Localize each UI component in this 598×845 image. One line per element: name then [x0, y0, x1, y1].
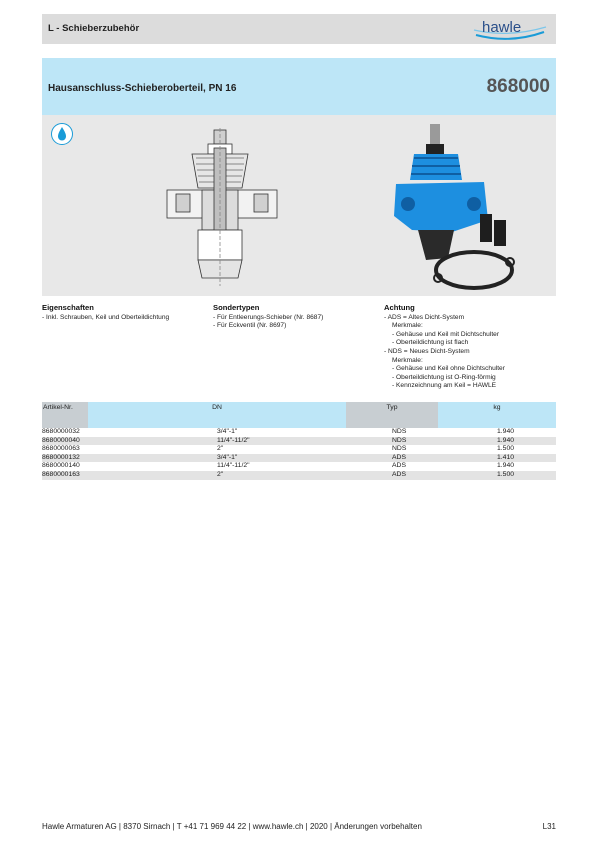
eigenschaften-column [42, 304, 169, 322]
achtung-line: Merkmale: [392, 322, 423, 330]
achtung-line: - Oberteildichtung ist flach [392, 339, 469, 347]
header-kg: kg [493, 404, 501, 411]
achtung-line: - ADS = Altes Dicht-System [384, 313, 465, 321]
page-number: L31 [542, 822, 556, 831]
logo-text: hawle [482, 19, 522, 36]
sondertypen-column [213, 304, 323, 331]
sondertypen-line: - Für Entleerungs-Schieber (Nr. 8687) [213, 313, 324, 321]
achtung-line: - Gehäuse und Keil mit Dichtschulter [392, 330, 500, 338]
header-typ: Typ [386, 404, 398, 411]
achtung-line: - Oberteildichtung ist O-Ring-förmig [392, 373, 496, 381]
product-photo [392, 120, 522, 295]
page-header [42, 14, 556, 44]
sondertypen-heading: Sondertypen [213, 303, 260, 312]
achtung-heading: Achtung [384, 303, 415, 312]
header-artikel: Artikel-Nr. [43, 404, 73, 411]
product-title: Hausanschluss-Schieberoberteil, PN 16 [48, 83, 237, 94]
table-row: 8680000163 2" ADS 1.500 [42, 471, 556, 480]
page-footer [42, 822, 556, 831]
sondertypen-line: - Für Eckventil (Nr. 8697) [213, 322, 287, 330]
achtung-line: - Gehäuse und Keil ohne Dichtschulter [392, 365, 505, 373]
header-dn: DN [212, 404, 222, 411]
article-number: 8680000140 [42, 462, 80, 470]
article-number: 8680000040 [42, 436, 80, 444]
product-titlebar [42, 58, 556, 115]
table-body [42, 428, 556, 480]
article-number: 8680000063 [42, 445, 80, 453]
section-title: L - Schieberzubehör [48, 23, 140, 34]
article-number: 8680000163 [42, 470, 80, 478]
article-number: 8680000032 [42, 428, 80, 435]
table-row: 8680000040 11/4"-11/2" NDS 1.940 [42, 437, 556, 446]
achtung-column [384, 304, 505, 391]
article-number: 8680000132 [42, 453, 80, 461]
table-header [42, 402, 556, 428]
table-row: 8680000140 11/4"-11/2" ADS 1.940 [42, 462, 515, 470]
eigenschaften-heading: Eigenschaften [42, 303, 94, 312]
eigenschaften-line: - Inkl. Schrauben, Keil und Oberteildichtung [42, 313, 170, 321]
table-row: 8680000132 3/4"-1" ADS 1.410 [42, 454, 556, 463]
achtung-line: - Kennzeichnung am Keil = HAWLE [392, 382, 497, 390]
water-drop-icon [51, 123, 73, 145]
table-row: 8680000063 2" NDS 1.500 [42, 445, 515, 453]
technical-drawing [162, 128, 282, 288]
footer-text: Hawle Armaturen AG | 8370 Sirnach | T +41 71 969 44 22 | www.hawle.ch | 2020 | Änderungen vorbehalten [42, 822, 422, 831]
product-code: 868000 [486, 76, 550, 97]
achtung-line: - NDS = Neues Dicht-System [384, 347, 470, 355]
achtung-line: Merkmale: [392, 356, 423, 364]
article-table [42, 402, 556, 480]
hawle-logo [470, 16, 550, 42]
table-row: 8680000032 3/4"-1" NDS 1.940 [42, 428, 515, 435]
product-image-panel [42, 115, 556, 296]
